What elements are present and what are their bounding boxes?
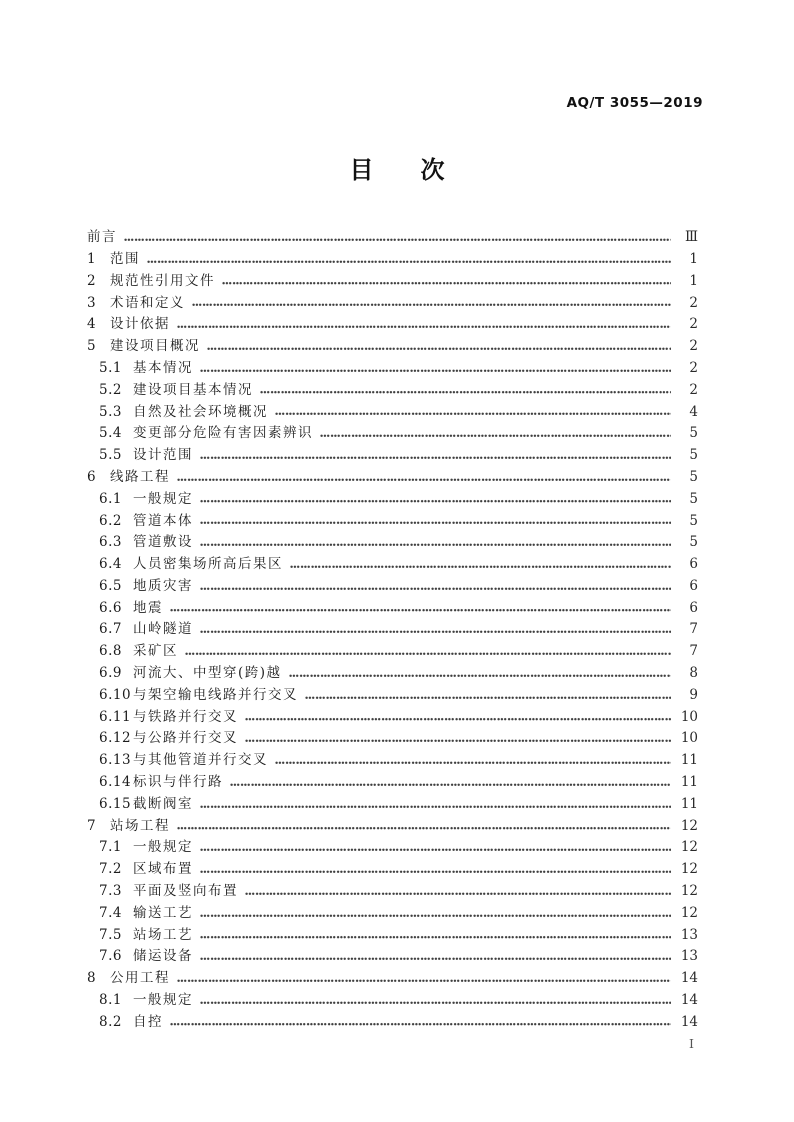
toc-entry-number: 1: [87, 250, 97, 267]
toc-entry-label: 输送工艺: [133, 904, 193, 921]
toc-entry-page: 11: [680, 752, 698, 769]
dot-leader: [275, 750, 671, 772]
dot-leader: [200, 903, 671, 925]
toc-entry-page: 14: [680, 970, 698, 987]
dot-leader: [230, 772, 671, 794]
toc-entry-label: 一般规定: [133, 992, 193, 1009]
toc-row: [87, 227, 698, 249]
toc-row: [87, 772, 698, 794]
dot-leader: [200, 990, 671, 1012]
toc-entry-page: Ⅲ: [684, 229, 698, 246]
toc-row: [87, 336, 698, 358]
toc-entry-label: 线路工程: [110, 468, 170, 485]
toc-entry-number: 6.8: [99, 643, 122, 660]
toc-entry-label: 河流大、中型穿(跨)越: [133, 665, 282, 682]
toc-entry-label: 截断阀室: [133, 795, 193, 812]
toc-entry-page: 13: [680, 948, 698, 965]
dot-leader: [245, 707, 671, 729]
dot-leader: [200, 445, 671, 467]
toc-entry-number: 7.1: [99, 839, 122, 856]
toc-entry-label: 采矿区: [133, 643, 178, 660]
toc-entry-label: 基本情况: [133, 359, 193, 376]
toc-entry-number: 7.2: [99, 861, 122, 878]
toc-entry-label: 地震: [133, 599, 163, 616]
toc-row: [87, 903, 698, 925]
toc-row: [87, 532, 698, 554]
toc-entry-label: 管道敷设: [133, 534, 193, 551]
toc-row: [87, 314, 698, 336]
toc-entry-label: 建设项目概况: [110, 338, 200, 355]
toc-entry-label: 区域布置: [133, 861, 193, 878]
toc-entry-label: 前言: [87, 229, 117, 246]
toc-row: [87, 510, 698, 532]
dot-leader: [170, 598, 671, 620]
toc-entry-label: 储运设备: [133, 948, 193, 965]
dot-leader: [289, 663, 671, 685]
dot-leader: [192, 292, 671, 314]
toc-entry-page: 1: [689, 272, 698, 289]
toc-entry-page: 1: [689, 250, 698, 267]
toc-row: [87, 859, 698, 881]
toc-entry-number: 5: [87, 338, 97, 355]
toc-entry-label: 站场工艺: [133, 926, 193, 943]
toc-entry-label: 变更部分危险有害因素辨识: [133, 425, 313, 442]
dot-leader: [245, 728, 671, 750]
toc-row: [87, 990, 698, 1012]
toc-entry-page: 12: [680, 839, 698, 856]
toc-row: [87, 489, 698, 511]
dot-leader: [290, 554, 671, 576]
toc-entry-page: 2: [689, 338, 698, 355]
toc-entry-number: 7.4: [99, 904, 122, 921]
toc-entry-page: 6: [689, 556, 698, 573]
toc-entry-number: 4: [87, 316, 97, 333]
toc-row: [87, 816, 698, 838]
dot-leader: [147, 249, 671, 271]
toc-entry-number: 2: [87, 272, 97, 289]
toc-entry-page: 14: [680, 992, 698, 1009]
toc-entry-label: 与架空输电线路并行交叉: [133, 686, 298, 703]
dot-leader: [305, 685, 671, 707]
toc-entry-page: 5: [689, 534, 698, 551]
toc-row: [87, 554, 698, 576]
toc-entry-page: 5: [689, 425, 698, 442]
dot-leader: [177, 467, 671, 489]
toc-row: [87, 576, 698, 598]
toc-entry-number: 5.4: [99, 425, 122, 442]
toc-entry-number: 8: [87, 970, 97, 987]
toc-entry-number: 6.14: [99, 774, 132, 791]
toc-entry-page: 7: [689, 621, 698, 638]
toc-entry-number: 6.9: [99, 665, 122, 682]
dot-leader: [200, 510, 671, 532]
dot-leader: [177, 816, 671, 838]
toc-entry-number: 7: [87, 817, 97, 834]
toc-row: [87, 837, 698, 859]
toc-entry-number: 6.1: [99, 490, 122, 507]
toc-row: [87, 249, 698, 271]
dot-leader: [185, 641, 671, 663]
toc-entry-label: 一般规定: [133, 839, 193, 856]
dot-leader: [245, 881, 671, 903]
dot-leader: [177, 968, 671, 990]
toc-entry-label: 范围: [110, 250, 140, 267]
toc-entry-label: 自控: [133, 1013, 163, 1030]
toc-row: [87, 750, 698, 772]
page-title: [0, 157, 794, 183]
toc-entry-page: 11: [680, 774, 698, 791]
toc-entry-label: 标识与伴行路: [133, 774, 223, 791]
dot-leader: [200, 859, 671, 881]
dot-leader: [200, 619, 671, 641]
toc-entry-number: 6.11: [99, 708, 132, 725]
dot-leader: [177, 314, 671, 336]
toc-entry-number: 6.12: [99, 730, 132, 747]
toc-row: [87, 271, 698, 293]
toc-entry-page: 5: [689, 468, 698, 485]
dot-leader: [207, 336, 671, 358]
page-title-char-1: 目: [349, 156, 374, 184]
toc-entry-number: 6.13: [99, 752, 132, 769]
toc-entry-label: 站场工程: [110, 817, 170, 834]
toc-entry-number: 6.7: [99, 621, 122, 638]
toc-row: [87, 467, 698, 489]
toc-row: [87, 619, 698, 641]
toc-entry-label: 管道本体: [133, 512, 193, 529]
toc-entry-number: 3: [87, 294, 97, 311]
toc-entry-page: 2: [689, 316, 698, 333]
page-title-char-2: 次: [420, 156, 445, 184]
toc-row: [87, 794, 698, 816]
toc-entry-page: 7: [689, 643, 698, 660]
toc-row: [87, 423, 698, 445]
toc-entry-page: 6: [689, 599, 698, 616]
toc-entry-label: 一般规定: [133, 490, 193, 507]
dot-leader: [320, 423, 671, 445]
toc-entry-label: 山岭隧道: [133, 621, 193, 638]
toc-entry-page: 4: [689, 403, 698, 420]
toc-entry-label: 与其他管道并行交叉: [133, 752, 268, 769]
toc-entry-number: 6.3: [99, 534, 122, 551]
toc-entry-page: 8: [689, 665, 698, 682]
toc-entry-page: 5: [689, 447, 698, 464]
toc-row: [87, 292, 698, 314]
toc-entry-number: 6: [87, 468, 97, 485]
toc-row: [87, 663, 698, 685]
toc-entry-page: 13: [680, 926, 698, 943]
toc-row: [87, 881, 698, 903]
toc-row: [87, 598, 698, 620]
toc-row: [87, 925, 698, 947]
page-number-footer: Ⅰ: [689, 1036, 694, 1051]
toc-entry-page: 2: [689, 294, 698, 311]
toc-entry-label: 术语和定义: [110, 294, 185, 311]
toc-entry-page: 12: [680, 904, 698, 921]
dot-leader: [222, 271, 671, 293]
toc-entry-number: 8.1: [99, 992, 122, 1009]
dot-leader: [200, 946, 671, 968]
toc-entry-number: 7.5: [99, 926, 122, 943]
toc-row: [87, 685, 698, 707]
toc-entry-number: 5.3: [99, 403, 122, 420]
toc-entry-page: 11: [680, 795, 698, 812]
dot-leader: [200, 576, 671, 598]
toc-entry-number: 8.2: [99, 1013, 122, 1030]
toc-entry-number: 5.2: [99, 381, 122, 398]
dot-leader: [170, 1012, 671, 1034]
toc-entry-page: 2: [689, 381, 698, 398]
toc-entry-page: 10: [680, 708, 698, 725]
toc-entry-label: 建设项目基本情况: [133, 381, 253, 398]
toc-row: [87, 445, 698, 467]
toc-row: [87, 728, 698, 750]
toc-row: [87, 401, 698, 423]
toc-entry-page: 2: [689, 359, 698, 376]
toc-entry-page: 12: [680, 883, 698, 900]
toc-row: [87, 641, 698, 663]
toc-row: [87, 1012, 698, 1034]
dot-leader: [200, 358, 671, 380]
toc-entry-number: 5.5: [99, 447, 122, 464]
toc-entry-number: 7.3: [99, 883, 122, 900]
toc-entry-number: 6.15: [99, 795, 132, 812]
dot-leader: [275, 401, 671, 423]
toc-entry-page: 5: [689, 490, 698, 507]
toc-entry-label: 平面及竖向布置: [133, 883, 238, 900]
dot-leader: [200, 925, 671, 947]
toc-entry-label: 规范性引用文件: [110, 272, 215, 289]
toc-entry-number: 5.1: [99, 359, 122, 376]
toc-entry-number: 6.2: [99, 512, 122, 529]
standard-code-header: AQ/T 3055—2019: [566, 95, 703, 111]
toc-row: [87, 707, 698, 729]
toc-entry-label: 公用工程: [110, 970, 170, 987]
dot-leader: [124, 227, 671, 249]
toc-entry-page: 9: [689, 686, 698, 703]
toc-entry-number: 7.6: [99, 948, 122, 965]
toc-entry-page: 10: [680, 730, 698, 747]
dot-leader: [260, 380, 671, 402]
toc-row: [87, 380, 698, 402]
toc-entry-label: 与铁路并行交叉: [133, 708, 238, 725]
dot-leader: [200, 794, 671, 816]
dot-leader: [200, 837, 671, 859]
toc-entry-label: 地质灾害: [133, 577, 193, 594]
toc-entry-page: 12: [680, 817, 698, 834]
toc-entry-label: 设计依据: [110, 316, 170, 333]
toc-list: [87, 227, 698, 1033]
toc-entry-page: 5: [689, 512, 698, 529]
toc-row: [87, 358, 698, 380]
toc-row: [87, 946, 698, 968]
toc-entry-page: 6: [689, 577, 698, 594]
toc-entry-page: 12: [680, 861, 698, 878]
dot-leader: [200, 489, 671, 511]
dot-leader: [200, 532, 671, 554]
toc-entry-page: 14: [680, 1013, 698, 1030]
toc-entry-label: 人员密集场所高后果区: [133, 556, 283, 573]
toc-entry-number: 6.5: [99, 577, 122, 594]
toc-entry-number: 6.10: [99, 686, 132, 703]
toc-entry-number: 6.4: [99, 556, 122, 573]
toc-entry-label: 设计范围: [133, 447, 193, 464]
toc-entry-label: 自然及社会环境概况: [133, 403, 268, 420]
toc-entry-label: 与公路并行交叉: [133, 730, 238, 747]
toc-row: [87, 968, 698, 990]
toc-entry-number: 6.6: [99, 599, 122, 616]
